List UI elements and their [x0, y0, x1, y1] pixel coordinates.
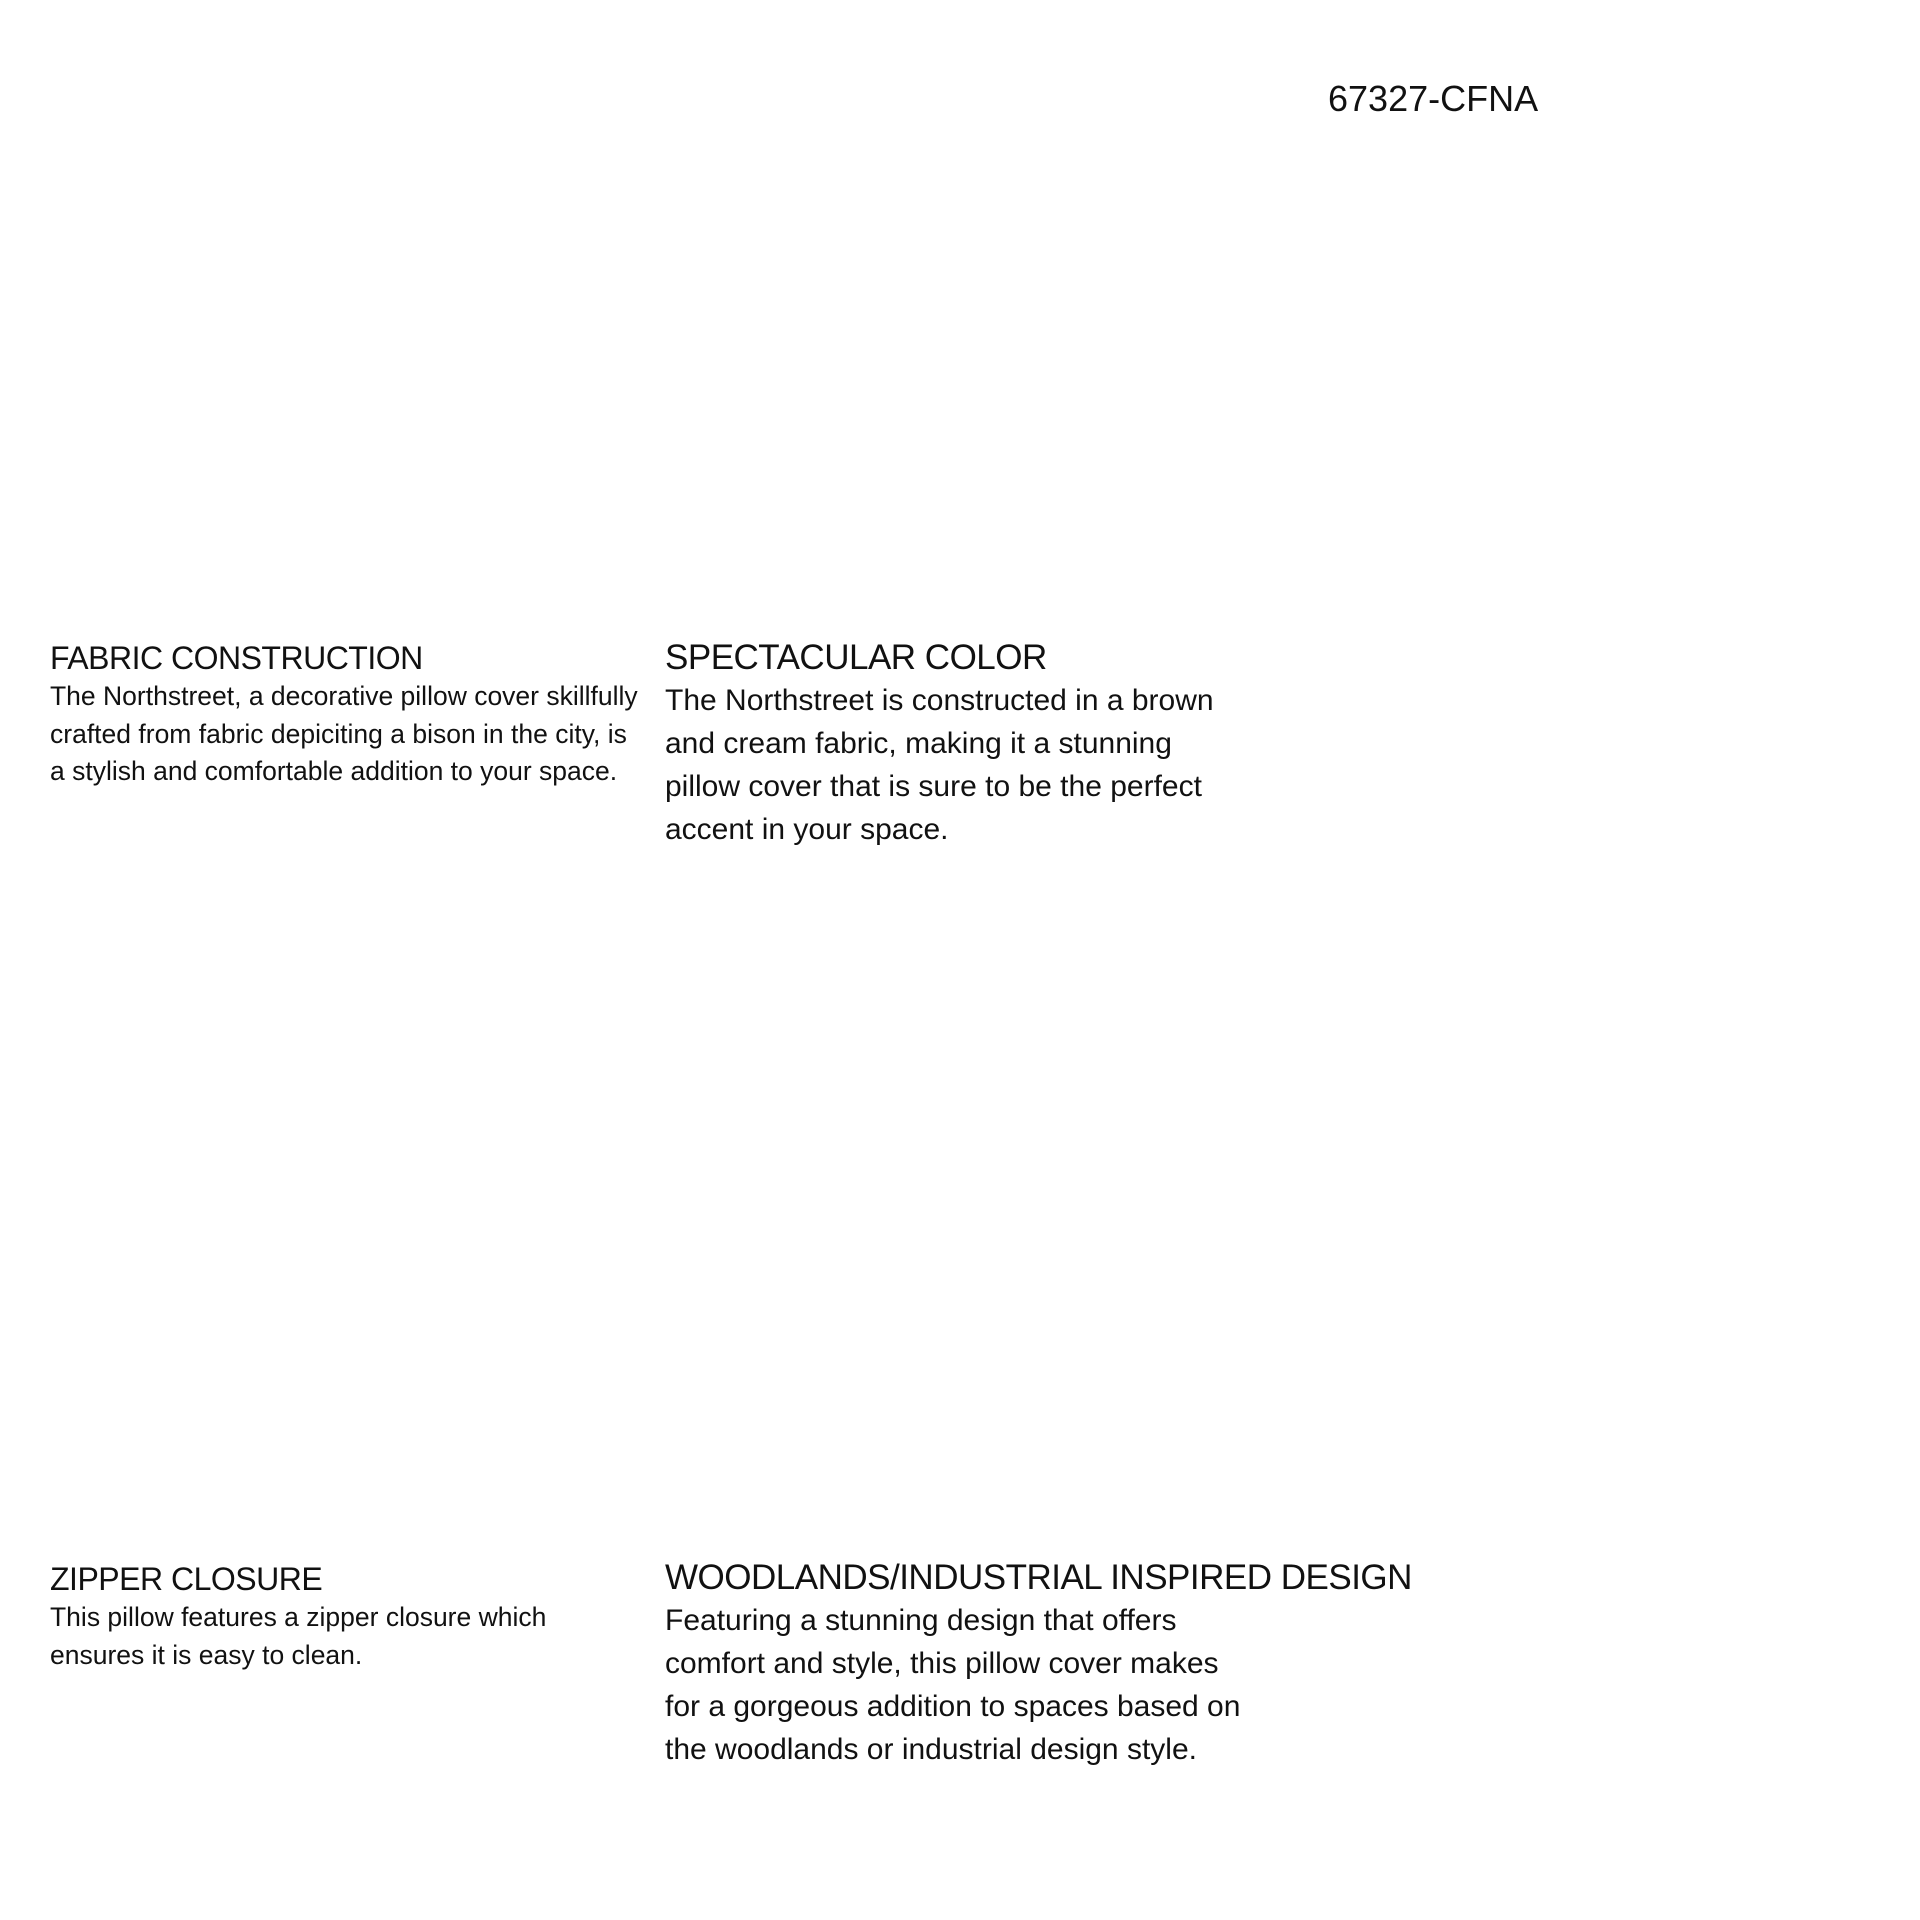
feature-title: SPECTACULAR COLOR [665, 638, 1047, 677]
feature-fabric-construction [50, 640, 640, 791]
feature-spectacular-color [665, 638, 1255, 851]
feature-inspired-design [665, 1558, 1445, 1771]
product-sku: 67327-CFNA [1328, 78, 1539, 119]
feature-description: The Northstreet, a decorative pillow cover skillfully crafted from fabric depiciting a bison in the city, is a stylish and comfortable addition to your space. [50, 681, 638, 786]
feature-description: Featuring a stunning design that offers comfort and style, this pillow cover makes for a gorgeous addition to spaces based on the woodlands or industrial design style. [665, 1604, 1241, 1766]
feature-zipper-closure [50, 1561, 640, 1674]
feature-title: WOODLANDS/INDUSTRIAL INSPIRED DESIGN [665, 1558, 1412, 1597]
feature-description: The Northstreet is constructed in a brown and cream fabric, making it a stunning pillow cover that is sure to be the perfect accent in your space. [665, 684, 1214, 846]
feature-title: FABRIC CONSTRUCTION [50, 640, 423, 676]
feature-title: ZIPPER CLOSURE [50, 1561, 323, 1597]
feature-description: This pillow features a zipper closure which ensures it is easy to clean. [50, 1602, 547, 1670]
